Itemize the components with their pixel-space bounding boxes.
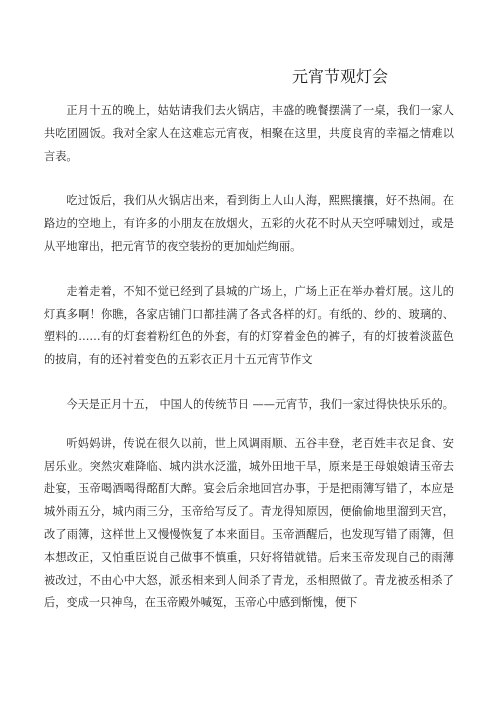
paragraph: 听妈妈讲，传说在很久以前，世上风调雨顺、五谷丰登，老百姓丰衣足食、安居乐业。突然灾难降临、城内洪水泛滥，城外田地干旱，原来是王母娘娘请玉帝去赴宴，玉帝喝酒喝得酩酊大醉。宴会后余地回宫办事，于是把雨簿写错了，本应是城外雨五分，城内雨三分，玉帝给写反了。青龙得知原因，便偷偷地里溜到天宫，改了雨簿，这样世上又慢慢恢复了本来面目。玉帝酒醒后，也发现写错了雨簿，但本想改正，又怕重臣说自己做事不慎重，只好将错就错。后来玉帝发现自己的雨薄被改过，不由心中大怒，派丞相来到人间杀了青龙，丞相照做了。青龙被丞相杀了后，变成一只神鸟，在玉帝殿外喊冤，玉帝心中感到惭愧，便下: [44, 436, 454, 610]
paragraph: 走着走着，不知不觉已经到了县城的广场上，广场上正在举办着灯展。这儿的灯真多啊！你瞧，各家店铺门口都挂满了各式各样的灯。有纸的、纱的、玻璃的、塑料的……有的灯套着粉红色的外套，有的灯穿着金色的裤子，有的灯披着淡蓝色的披肩，有的还衬着变色的五彩衣正月十五元宵节作文: [44, 284, 454, 367]
paragraph: 今天是正月十五， 中国人的传统节日 ——元宵节，我们一家过得快快乐乐的。: [66, 397, 454, 411]
document-body: [44, 100, 454, 615]
paragraph: 正月十五的晚上，姑姑请我们去火锅店，丰盛的晚餐摆满了一桌，我们一家人共吃团圆饭。我对全家人在这难忘元宵夜，相聚在这里，共度良宵的幸福之情难以言表。: [44, 104, 454, 163]
document-title: 元宵节观灯会: [292, 67, 389, 86]
paragraph: 吃过饭后，我们从火锅店出来，看到街上人山人海，熙熙攘攘，好不热闹。在路边的空地上，有许多的小朋友在放烟火，五彩的火花不时从天空呼啸划过，或是从平地窜出，把元宵节的夜空装扮的更加灿烂绚丽。: [44, 194, 454, 253]
